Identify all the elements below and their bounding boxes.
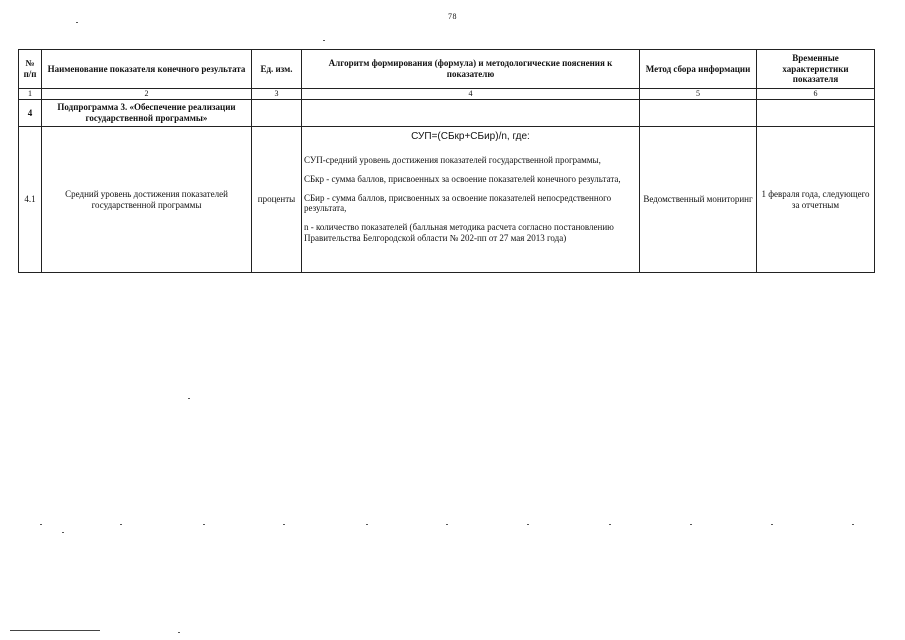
row-number: 4.1 [19, 127, 42, 273]
header-name: Наименование показателя конечного результата [42, 50, 252, 89]
unit: проценты [252, 127, 302, 273]
scan-speck [188, 398, 190, 399]
empty-cell [757, 100, 875, 127]
scan-speck [609, 524, 611, 525]
subprogram-number: 4 [19, 100, 42, 127]
empty-cell [302, 100, 640, 127]
empty-cell [640, 100, 757, 127]
scan-speck [771, 524, 773, 525]
header-method: Метод сбора информации [640, 50, 757, 89]
scan-speck [366, 524, 368, 525]
collection-method: Ведомственный мониторинг [640, 127, 757, 273]
scan-speck [323, 40, 325, 41]
column-number-row [19, 89, 875, 100]
subprogram-name: Подпрограмма 3. «Обеспечение реализации государственной программы» [42, 100, 252, 127]
formula: СУП=(СБкр+СБир)/n, где: [411, 131, 530, 142]
header-algorithm: Алгоритм формирования (формула) и методологические пояснения к показателю [302, 50, 640, 89]
header-row [19, 50, 875, 89]
scan-speck [120, 524, 122, 525]
scan-speck [203, 524, 205, 525]
explanation: n - количество показателей (балльная методика расчета согласно постановлению Правительства Белгородской области № 202-пп от 27 мая 2013 года) [304, 222, 614, 243]
time-characteristic: 1 февраля года, следующего за отчетным [757, 127, 875, 273]
indicator-name: Средний уровень достижения показателей государственной программы [42, 127, 252, 273]
empty-cell [252, 100, 302, 127]
column-number: 2 [42, 89, 252, 100]
scan-speck [690, 524, 692, 525]
scan-speck [446, 524, 448, 525]
explanation: СУП-средний уровень достижения показателей государственной программы, [304, 155, 601, 165]
column-number: 6 [757, 89, 875, 100]
header-unit: Ед. изм. [252, 50, 302, 89]
header-timing: Временные характеристики показателя [757, 50, 875, 89]
scan-speck [527, 524, 529, 525]
footnote-rule [10, 630, 100, 631]
scan-speck [178, 632, 180, 633]
indicator-table [18, 49, 875, 273]
table-row [19, 127, 875, 273]
column-number: 5 [640, 89, 757, 100]
explanation: СБир - сумма баллов, присвоенных за освоение показателей непосредственного результата, [304, 192, 612, 214]
column-number: 3 [252, 89, 302, 100]
header-num: № п/п [19, 50, 42, 89]
scan-speck [76, 22, 78, 23]
page-number: 78 [448, 12, 457, 21]
column-number: 1 [19, 89, 42, 100]
explanation: СБкр - сумма баллов, присвоенных за освоение показателей конечного результата, [304, 173, 621, 184]
subprogram-row [19, 100, 875, 127]
scan-speck [283, 524, 285, 525]
column-number: 4 [302, 89, 640, 100]
scan-speck [40, 524, 42, 525]
algorithm-cell [302, 127, 640, 273]
scan-speck [852, 524, 854, 525]
scan-speck [62, 532, 64, 533]
